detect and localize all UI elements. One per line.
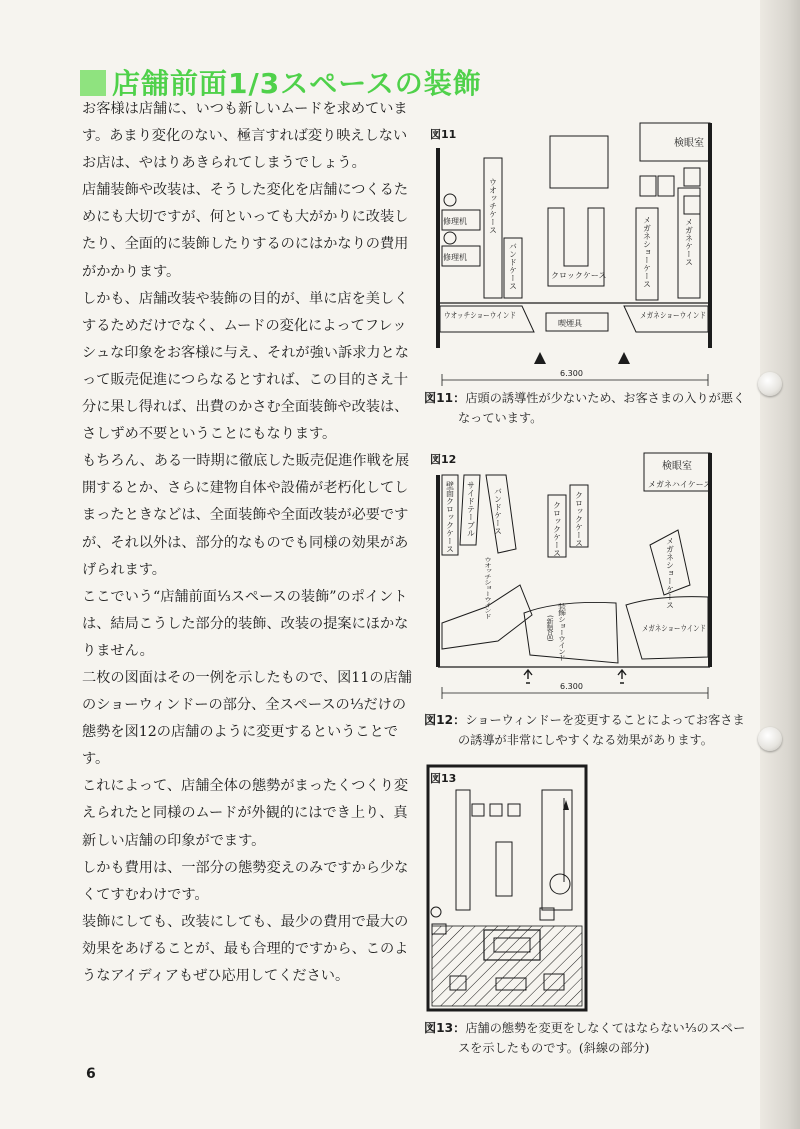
fig11-glasses-case: メガネケース (684, 218, 694, 266)
fig11-exam-room: 検眼室 (674, 138, 704, 149)
figure-11-label: 図11 (430, 128, 457, 141)
figure-13-caption (424, 1018, 769, 1058)
body-text (82, 96, 414, 990)
paragraph: しかも費用は、一部分の態勢変えのみですから少なくてすむわけです。 (82, 859, 409, 903)
fig11-watch-case: ウオッチケース (488, 178, 498, 234)
fig12-new-product: (新製品) (546, 615, 554, 642)
fig12-clock-case-2: クロックケース (574, 491, 584, 547)
figure-11-caption-number: 図11： (424, 391, 466, 405)
fig11-band-case: バンドケース (508, 242, 518, 290)
fig12-watch-window: ウオッチショーウインド (483, 557, 493, 645)
paragraph: 店舗装飾や改装は、そうした変化を店舗につくるためにも大切ですが、何といっても大がかりに改装したり、全面的に装飾したりするのにはかなりの費用がかかります。 (82, 182, 409, 280)
figure-12-caption (424, 710, 769, 750)
paragraph: もちろん、ある一時期に徹底した販売促進作戦を展開するとか、さらに建物自体や設備が老朽化してしまったときなどは、全面装飾や全面改装が必要ですが、それ以外は、部分的なものでも同様の効果があげられます。 (82, 453, 410, 578)
fig11-glasses-window: メガネショーウインド (640, 311, 706, 320)
fig12-glasses-show-case: メガネショーケース (665, 537, 675, 609)
paragraph: 装飾にしても、改装にしても、最少の費用で最大の効果をあげることが、最も合理的ですから、このようなアイディアもぜひ応用してください。 (82, 913, 409, 984)
figure-11-caption-line1: 店頭の誘導性が少ないため、お客さまの入りが悪く (465, 391, 746, 405)
fig12-wall-clock-case: 壁面クロックケース (445, 481, 455, 553)
figure-12-label: 図12 (430, 453, 457, 466)
fig12-dimension: 6.300 (560, 682, 583, 691)
figure-13-caption-number: 図13： (424, 1021, 466, 1035)
fig12-exam-room: 検眼室 (662, 461, 692, 472)
figure-13 (424, 762, 590, 1014)
title-square-icon (80, 70, 106, 96)
figure-13-caption-line2: スを示したものです。(斜線の部分) (458, 1041, 650, 1055)
figure-11-caption-line2: なっています。 (458, 411, 543, 425)
figure-12-caption-number: 図12： (424, 713, 466, 727)
figure-13-caption-line1: 店舗の態勢を変更をしなくてはならない⅓のスペー (465, 1021, 746, 1035)
fig12-glasses-window: メガネショーウインド (642, 624, 706, 633)
paragraph: しかも、店舗改装や装飾の目的が、単に店を美しくするためだけでなく、ムードの変化によってフレッシュな印象をお客様に与え、それが強い訴求力となって販売促進につらなるとすれば、この目的さえ十分に果し得れば、出費のかさむ全面装飾や改装は、さしずめ不要ということにもなります。 (82, 290, 409, 443)
page-number: 6 (86, 1066, 96, 1082)
figure-11-caption (424, 388, 769, 428)
fig11-clock-case: クロックケース (551, 271, 607, 280)
figure-11 (428, 118, 728, 388)
fig12-deco-window: 装飾ショーウインド (557, 603, 567, 675)
paragraph: 二枚の図面はその一例を示したもので、図11の店舗のショーウィンドーの部分、全スペースの⅓だけの態勢を図12の店舗のように変更するということです。 (82, 669, 412, 768)
fig12-side-table: サイドテーブル (466, 481, 476, 537)
fig12-clock-case-1: クロックケース (552, 501, 562, 557)
fig12-band-case: バンドケース (493, 487, 503, 535)
figure-12 (428, 445, 728, 707)
paragraph: これによって、店舗全体の態勢がまったくつくり変えられたと同様のムードが外観的にはでき上り、真新しい店舗の印象がでます。 (82, 778, 409, 849)
fig11-smoking-goods: 喫煙具 (558, 319, 582, 328)
page-title-text: 店舗前面1/3スペースの装飾 (112, 67, 482, 100)
paragraph: お客様は店舗に、いつも新しいムードを求めています。あまり変化のない、極言すれば変り映えしないお店は、やはりあきられてしまうでしょう。 (82, 101, 408, 172)
fig11-glasses-show-case: メガネショーケース (642, 216, 652, 288)
figure-12-floorplan (428, 445, 728, 707)
figure-12-caption-line2: の誘導が非常にしやすくなる効果があります。 (458, 733, 713, 747)
figure-12-caption-line1: ショーウィンドーを変更することによってお客さま (465, 713, 745, 727)
fig11-repair-desk-2: 修理机 (443, 253, 467, 262)
fig11-repair-desk-1: 修理机 (443, 217, 467, 226)
figure-11-floorplan (428, 118, 728, 388)
figure-13-floorplan (424, 762, 590, 1014)
fig11-dimension: 6.300 (560, 369, 583, 378)
figure-13-label: 図13 (430, 772, 457, 785)
fig11-watch-window: ウオッチショーウインド (444, 311, 516, 320)
paragraph: ここでいう“店舗前面⅓スペースの装飾”のポイントは、結局こうした部分的装飾、改装の提案にほかなりません。 (82, 588, 409, 659)
page-edge (760, 0, 800, 1129)
fig12-glasses-high-case: メガネハイケース (648, 480, 712, 489)
